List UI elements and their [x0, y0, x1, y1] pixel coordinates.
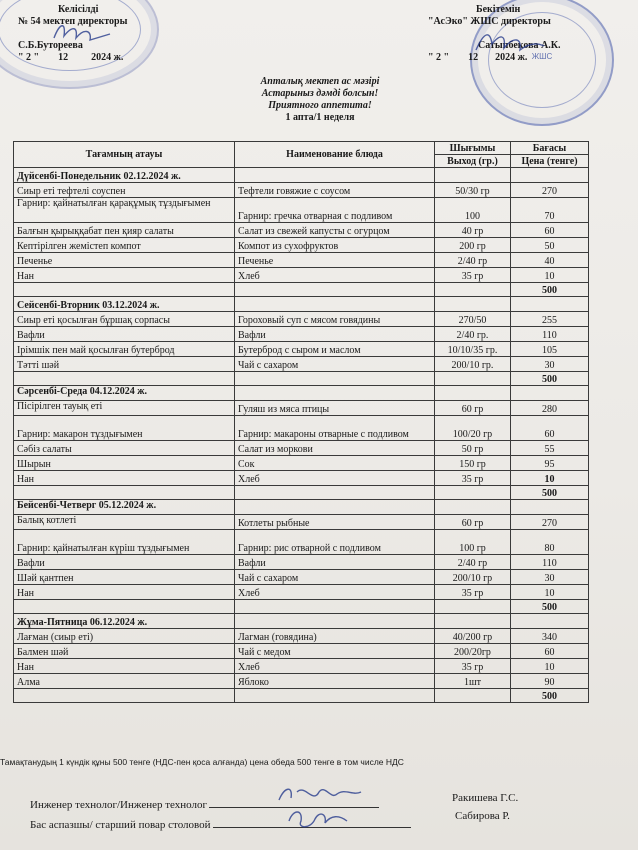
table-row [14, 268, 589, 283]
dish-kz: Лағман (сиыр еті) [14, 629, 235, 644]
day-title: Бейсенбі-Четверг 05.12.2024 ж. [14, 500, 235, 515]
day-row [14, 297, 589, 312]
dish-kz: Вафли [14, 555, 235, 570]
day-total: 500 [511, 372, 589, 386]
dish-price: 10 [511, 268, 589, 283]
day-row [14, 168, 589, 183]
day-title: Сәрсенбі-Среда 04.12.2024 ж. [14, 386, 235, 401]
dish-kz: Нан [14, 471, 235, 486]
dish-output: 100 гр [435, 530, 511, 555]
dish-output: 50 гр [435, 441, 511, 456]
table-row [14, 555, 589, 570]
table-row [14, 441, 589, 456]
dish-kz: Шәй қантпен [14, 570, 235, 585]
dish-ru: Компот из сухофруктов [235, 238, 435, 253]
dish-price: 10 [511, 471, 589, 486]
agreed-date-year: 2024 ж. [91, 52, 124, 63]
table-row [14, 312, 589, 327]
dish-kz: Ірімшік пен май қосылған бутерброд [14, 342, 235, 357]
table-row [14, 238, 589, 253]
dish-kz: Балық котлеті [14, 515, 235, 530]
dish-ru: Хлеб [235, 471, 435, 486]
approved-org: "АсЭко" ЖШС директоры [428, 16, 551, 27]
menu-body [14, 168, 589, 703]
dish-price: 280 [511, 401, 589, 416]
dish-price: 80 [511, 530, 589, 555]
dish-price: 270 [511, 183, 589, 198]
table-row [14, 357, 589, 372]
table-row [14, 223, 589, 238]
dish-kz: Алма [14, 674, 235, 689]
dish-ru: Чай с медом [235, 644, 435, 659]
dish-price: 90 [511, 674, 589, 689]
table-row [14, 471, 589, 486]
dish-output: 40 гр [435, 223, 511, 238]
table-row [14, 416, 589, 441]
dish-output: 100 [435, 198, 511, 223]
dish-price: 60 [511, 644, 589, 659]
dish-ru: Хлеб [235, 659, 435, 674]
total-row [14, 689, 589, 703]
dish-ru: Лагман (говядина) [235, 629, 435, 644]
dish-output: 35 гр [435, 659, 511, 674]
table-row [14, 183, 589, 198]
dish-ru: Гарнир: гречка отварная с подливом [235, 198, 435, 223]
dish-ru: Салат из свежей капусты с огурцом [235, 223, 435, 238]
dish-ru: Хлеб [235, 268, 435, 283]
dish-output: 1шт [435, 674, 511, 689]
dish-output: 50/30 гр [435, 183, 511, 198]
total-row [14, 600, 589, 614]
cook-name: Сабирова Р. [455, 810, 510, 822]
table-row [14, 644, 589, 659]
approved-date-month: 12 [468, 52, 479, 63]
day-title: Сейсенбі-Вторник 03.12.2024 ж. [14, 297, 235, 312]
agreed-date-day: " 2 " [18, 52, 40, 63]
dish-price: 30 [511, 570, 589, 585]
dish-output: 200 гр [435, 238, 511, 253]
day-total: 500 [511, 283, 589, 297]
day-title: Жұма-Пятница 06.12.2024 ж. [14, 614, 235, 629]
dish-price: 110 [511, 555, 589, 570]
dish-ru: Гуляш из мяса птицы [235, 401, 435, 416]
dish-price: 105 [511, 342, 589, 357]
total-row [14, 486, 589, 500]
dish-kz: Пісірілген тауық еті [14, 401, 235, 416]
dish-kz: Кептірілген жемістеп компот [14, 238, 235, 253]
dish-price: 55 [511, 441, 589, 456]
dish-ru: Котлеты рыбные [235, 515, 435, 530]
day-row [14, 500, 589, 515]
engineer-name: Ракишева Г.С. [452, 792, 519, 804]
dish-output: 60 гр [435, 515, 511, 530]
dish-kz: Шырын [14, 456, 235, 471]
dish-output: 2/40 гр [435, 555, 511, 570]
approved-date-year: 2024 ж. [495, 52, 528, 63]
dish-ru: Сок [235, 456, 435, 471]
dish-price: 70 [511, 198, 589, 223]
dish-ru: Тефтели говяжие с соусом [235, 183, 435, 198]
dish-kz: Гарнир: қайнатылған қарақұмық тұздығымен [14, 198, 235, 223]
dish-ru: Чай с сахаром [235, 357, 435, 372]
table-row [14, 515, 589, 530]
dish-output: 150 гр [435, 456, 511, 471]
dish-output: 200/10 гр [435, 570, 511, 585]
day-row [14, 614, 589, 629]
dish-kz: Вафли [14, 327, 235, 342]
title-line-3: Приятного аппетита! [268, 100, 372, 111]
dish-output: 35 гр [435, 268, 511, 283]
dish-price: 40 [511, 253, 589, 268]
total-row [14, 283, 589, 297]
col-header-output-kz: Шығымы [435, 142, 511, 155]
approved-title: Бекітемін [476, 4, 521, 15]
table-row [14, 198, 589, 223]
table-row [14, 327, 589, 342]
dish-ru: Яблоко [235, 674, 435, 689]
dish-output: 60 гр [435, 401, 511, 416]
dish-kz: Сиыр еті қосылған бұршақ сорпасы [14, 312, 235, 327]
col-header-price-ru: Цена (тенге) [511, 155, 589, 168]
dish-price: 340 [511, 629, 589, 644]
day-total: 500 [511, 689, 589, 703]
price-footnote: Тамақтанудың 1 күндік құны 500 тенге (НДС-пен қоса алғанда) цена обеда 500 тенге в том числе НДС [0, 757, 404, 767]
menu-title [150, 76, 490, 124]
dish-price: 60 [511, 416, 589, 441]
dish-price: 50 [511, 238, 589, 253]
total-row [14, 372, 589, 386]
table-row [14, 456, 589, 471]
dish-output: 35 гр [435, 585, 511, 600]
day-total: 500 [511, 600, 589, 614]
dish-output: 35 гр [435, 471, 511, 486]
dish-output: 10/10/35 гр. [435, 342, 511, 357]
dish-output: 270/50 [435, 312, 511, 327]
title-week: 1 апта/1 неделя [285, 112, 355, 123]
dish-kz: Нан [14, 585, 235, 600]
dish-price: 270 [511, 515, 589, 530]
dish-price: 30 [511, 357, 589, 372]
cook-handwritten-signature [285, 805, 355, 831]
col-header-output-ru: Выход (гр.) [435, 155, 511, 168]
table-row [14, 585, 589, 600]
dish-price: 255 [511, 312, 589, 327]
table-row [14, 570, 589, 585]
engineer-label: Инженер технолог/Инженер технолог [30, 799, 208, 811]
dish-ru: Печенье [235, 253, 435, 268]
dish-output: 200/20гр [435, 644, 511, 659]
dish-price: 10 [511, 659, 589, 674]
table-row [14, 530, 589, 555]
dish-ru: Вафли [235, 327, 435, 342]
title-line-2: Астарыныз дәмді болсын! [261, 88, 379, 99]
dish-kz: Балғын қырыққабат пен қияр салаты [14, 223, 235, 238]
day-row [14, 386, 589, 401]
table-row [14, 253, 589, 268]
day-title: Дүйсенбі-Понедельник 02.12.2024 ж. [14, 168, 235, 183]
agreed-name: С.Б.Бутоpeева [18, 40, 83, 51]
dish-output: 40/200 гр [435, 629, 511, 644]
table-row [14, 674, 589, 689]
dish-output: 2/40 гр. [435, 327, 511, 342]
dish-kz: Гарнир: қайнатылған күріш тұздығымен [14, 530, 235, 555]
day-total: 500 [511, 486, 589, 500]
dish-ru: Хлеб [235, 585, 435, 600]
menu-table [13, 141, 589, 703]
dish-price: 110 [511, 327, 589, 342]
agreed-org: № 54 мектеп директоры [18, 16, 128, 27]
dish-kz: Нан [14, 659, 235, 674]
approved-date-day: " 2 " [428, 52, 450, 63]
col-header-name-kz: Тағамның атауы [14, 142, 235, 168]
director-signature-left [50, 20, 120, 46]
table-row [14, 659, 589, 674]
dish-kz: Печенье [14, 253, 235, 268]
dish-ru: Гарнир: рис отварной с подливом [235, 530, 435, 555]
dish-kz: Тәтті шәй [14, 357, 235, 372]
dish-price: 10 [511, 585, 589, 600]
dish-ru: Бутерброд с сыром и маслом [235, 342, 435, 357]
cook-label: Бас аспазшы/ старший повар столовой [30, 819, 211, 831]
dish-kz: Сәбіз салаты [14, 441, 235, 456]
title-line-1: Апталық мектеп ас мәзірі [260, 76, 380, 87]
col-header-price-kz: Бағасы [511, 142, 589, 155]
dish-ru: Чай с сахаром [235, 570, 435, 585]
dish-kz: Нан [14, 268, 235, 283]
stamp-right-text: ЖШС [531, 52, 553, 62]
dish-price: 60 [511, 223, 589, 238]
dish-ru: Вафли [235, 555, 435, 570]
table-row [14, 342, 589, 357]
dish-ru: Гороховый суп с мясом говядины [235, 312, 435, 327]
approved-name: Сатыпбекова А.К. [478, 40, 561, 51]
dish-output: 100/20 гр [435, 416, 511, 441]
agreed-date-month: 12 [58, 52, 69, 63]
director-signature-right [470, 26, 550, 60]
table-row [14, 629, 589, 644]
col-header-name-ru: Наименование блюда [235, 142, 435, 168]
dish-kz: Сиыр еті тефтелі соуспен [14, 183, 235, 198]
dish-kz: Гарнир: макарон тұздығымен [14, 416, 235, 441]
table-row [14, 401, 589, 416]
dish-kz: Балмен шәй [14, 644, 235, 659]
agreed-title: Келісілді [58, 4, 99, 15]
dish-ru: Салат из моркови [235, 441, 435, 456]
dish-output: 200/10 гр. [435, 357, 511, 372]
dish-price: 95 [511, 456, 589, 471]
dish-ru: Гарнир: макароны отварные с подливом [235, 416, 435, 441]
dish-output: 2/40 гр [435, 253, 511, 268]
